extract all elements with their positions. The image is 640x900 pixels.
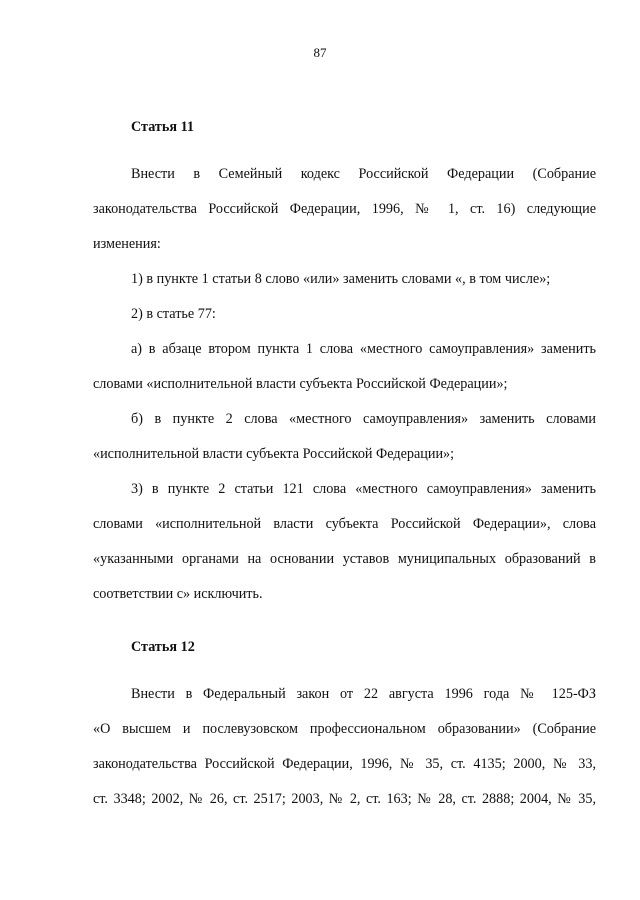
text-line: 2) в статье 77: [131,306,216,322]
text-line: словами «исполнительной власти субъекта Российской Федерации», слова [93,516,596,532]
article-title: Статья 12 [131,639,195,655]
article-12 [93,630,596,817]
text-line: 3) в пункте 2 статьи 121 слова «местного самоуправления» заменить [131,481,596,497]
page-number: 87 [313,45,327,60]
text-line: «О высшем и послевузовском профессиональном образовании» (Собрание [93,721,596,737]
text-line: словами «исполнительной власти субъекта Российской Федерации»; [93,376,508,392]
text-line: «исполнительной власти субъекта Российской Федерации»; [93,446,455,462]
text-line: «указанными органами на основании уставов муниципальных образований в [93,551,596,567]
amendment-item-1 [93,262,596,297]
text-line: ст. 3348; 2002, № 26, ст. 2517; 2003, № 2, ст. 163; № 28, ст. 2888; 2004, № 35, [93,791,596,807]
text-line: законодательства Российской Федерации, 1996, № 35, ст. 4135; 2000, № 33, [93,756,596,772]
amendment-item-2a [93,332,596,402]
text-line: соответствии с» исключить. [93,586,263,602]
text-line: изменения: [93,236,161,252]
text-line: б) в пункте 2 слова «местного самоуправления» заменить словами [131,411,596,427]
amendment-item-2b [93,402,596,472]
text-line: Внести в Федеральный закон от 22 августа 1996 года № 125-ФЗ [131,686,596,702]
amendment-item-2 [93,297,596,332]
text-line: Внести в Семейный кодекс Российской Федерации (Собрание [131,166,596,182]
text-line: а) в абзаце втором пункта 1 слова «местного самоуправления» заменить [131,341,596,357]
article-title: Статья 11 [131,119,195,135]
article-11 [93,110,596,612]
text-line: 1) в пункте 1 статьи 8 слово «или» заменить словами «, в том числе»; [131,271,551,287]
amendment-item-3 [93,472,596,612]
text-line: законодательства Российской Федерации, 1996, № 1, ст. 16) следующие [93,201,596,217]
article-intro [93,157,596,262]
article-intro [93,677,596,817]
